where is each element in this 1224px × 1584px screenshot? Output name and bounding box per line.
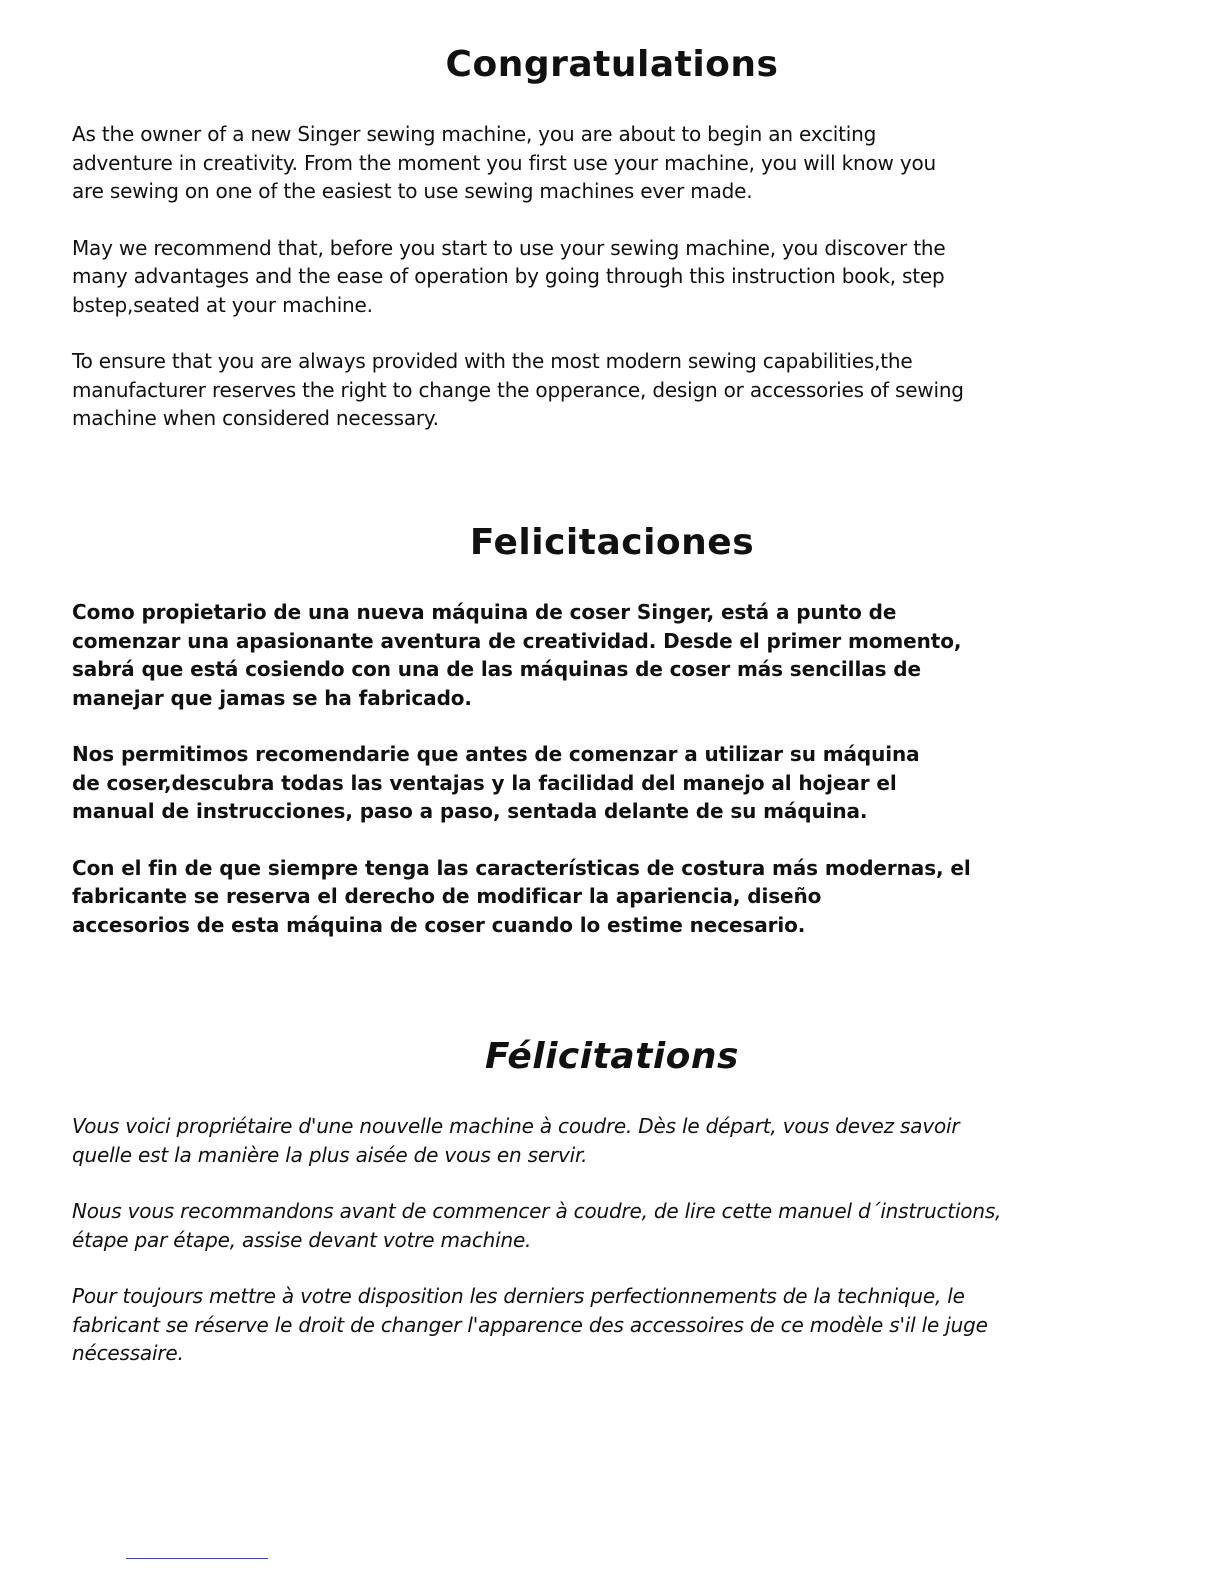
- spanish-section: [72, 522, 1072, 967]
- french-section: [72, 1036, 1072, 1396]
- spanish-paragraph-2: Nos permitimos recomendarie que antes de comenzar a utilizar su máquina de coser,descubra todas las ventajas y la facilidad del manejo al hojear el manual de instrucciones, paso a paso, sentada delante de su máquina.: [72, 742, 920, 823]
- english-heading: Congratulations: [445, 44, 779, 85]
- english-paragraph-1: As the owner of a new Singer sewing machine, you are about to begin an exciting adventure in creativity. From the moment you first use your machine, you will know you are sewing on one of the easiest to use sewing machines ever made.: [72, 122, 937, 203]
- french-paragraph-2: Nous vous recommandons avant de commencer à coudre, de lire cette manuel d´instructions, étape par étape, assise devant votre machine.: [72, 1199, 1002, 1252]
- french-paragraph-1: Vous voici propriétaire d'une nouvelle machine à coudre. Dès le départ, vous devez savoir quelle est la manière la plus aisée de vous en servir.: [72, 1114, 960, 1167]
- spanish-paragraph-1: Como propietario de una nueva máquina de coser Singer, está a punto de comenzar una apasionante aventura de creatividad. Desde el primer momento, sabrá que está cosiendo con una de las máquinas de coser más sencillas de manejar que jamas se ha fabricado.: [72, 600, 962, 710]
- footer-rule: [126, 1558, 268, 1559]
- english-paragraph-3: To ensure that you are always provided with the most modern sewing capabilities,the manufacturer reserves the right to change the opperance, design or accessories of sewing machine when considered necessary.: [72, 349, 964, 430]
- french-paragraph-3: Pour toujours mettre à votre disposition les derniers perfectionnements de la technique, le fabricant se réserve le droit de changer l'apparence des accessoires de ce modèle s'il le juge nécessaire.: [72, 1284, 988, 1365]
- english-section: [72, 44, 1072, 461]
- english-paragraph-2: May we recommend that, before you start to use your sewing machine, you discover the many advantages and the ease of operation by going through this instruction book, step bstep,seated at your machine.: [72, 235, 946, 317]
- spanish-paragraph-3: Con el fin de que siempre tenga las características de costura más modernas, el fabricante se reserva el derecho de modificar la apariencia, diseño accesorios de esta máquina de coser cuando lo estime necesario.: [72, 855, 971, 937]
- french-heading: Félicitations: [485, 1036, 739, 1077]
- spanish-heading: Felicitaciones: [469, 522, 755, 563]
